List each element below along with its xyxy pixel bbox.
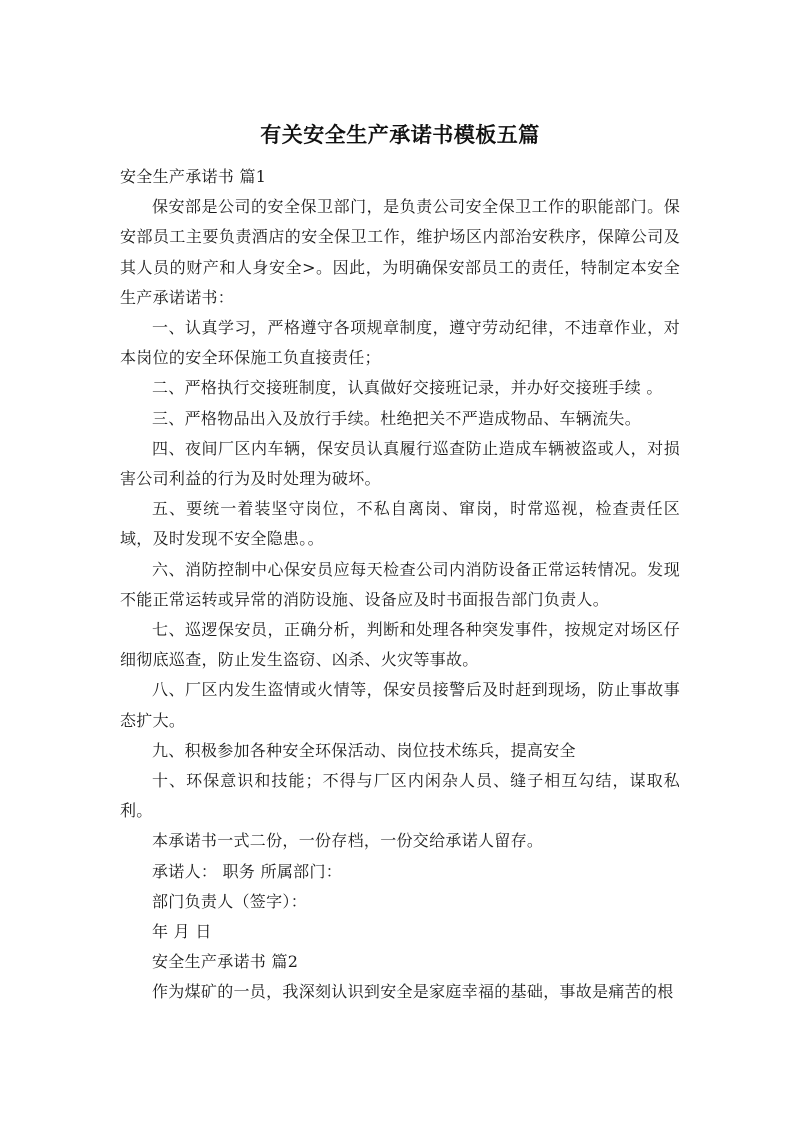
clause-9: 九、积极参加各种安全环保活动、岗位技术练兵，提高安全 (152, 740, 576, 760)
intro-paragraph: 保安部是公司的安全保卫部门，是负责公司安全保卫工作的职能部门。保安部员工主要负责酒店的安全保卫工作，维护场区内部治安秩序，保障公司及其人员的财产和人身安全>。因此，为明确保安部员工的责任，特制定本安全生产承诺诺书： (120, 197, 680, 307)
clause-10: 十、环保意识和技能；不得与厂区内闲杂人员、缝子相互勾结，谋取私利。 (120, 771, 680, 821)
clause-4: 四、夜间厂区内车辆，保安员认真履行巡查防止造成车辆被盗或人，对损害公司利益的行为及时处理为破坏。 (120, 438, 680, 489)
document-title: 有关安全生产承诺书模板五篇 (260, 123, 540, 147)
section-heading-1: 安全生产承诺书 篇1 (120, 167, 267, 186)
copies-note: 本承诺书一式二份，一份存档，一份交给承诺人留存。 (152, 831, 544, 851)
clause-1: 一、认真学习，严格遵守各项规章制度，遵守劳动纪律，不违章作业，对本岗位的安全环保施工负直接责任； (120, 318, 680, 368)
clause-2: 二、严格执行交接班制度，认真做好交接班记录，并办好交接班手续 。 (152, 378, 663, 398)
clause-8: 八、厂区内发生盗情或火情等，保安员接警后及时赶到现场，防止事故事态扩大。 (120, 680, 680, 730)
clause-3: 三、严格物品出入及放行手续。杜绝把关不严造成物品、车辆流失。 (152, 408, 642, 428)
clause-7: 七、巡逻保安员，正确分析，判断和处理各种突发事件，按规定对场区仔细彻底巡查，防止发生盗窃、凶杀、火灾等事故。 (120, 620, 680, 670)
section-2-paragraph: 作为煤矿的一员，我深刻认识到安全是家庭幸福的基础，事故是痛苦的根 (152, 982, 674, 1002)
department-head-line: 部门负责人（签字）： (152, 891, 308, 911)
section-heading-2: 安全生产承诺书 篇2 (152, 952, 299, 972)
signatory-line: 承诺人： 职务 所属部门： (152, 861, 343, 881)
clause-5: 五、要统一着装坚守岗位，不私自离岗、窜岗，时常巡视，检查责任区域，及时发现不安全隐患。。 (120, 499, 680, 549)
clause-6: 六、消防控制中心保安员应每天检查公司内消防设备正常运转情况。发现不能正常运转或异常的消防设施、设备应及时书面报告部门负责人。 (120, 559, 680, 609)
date-line: 年 月 日 (152, 922, 212, 942)
document-body (120, 162, 680, 1008)
